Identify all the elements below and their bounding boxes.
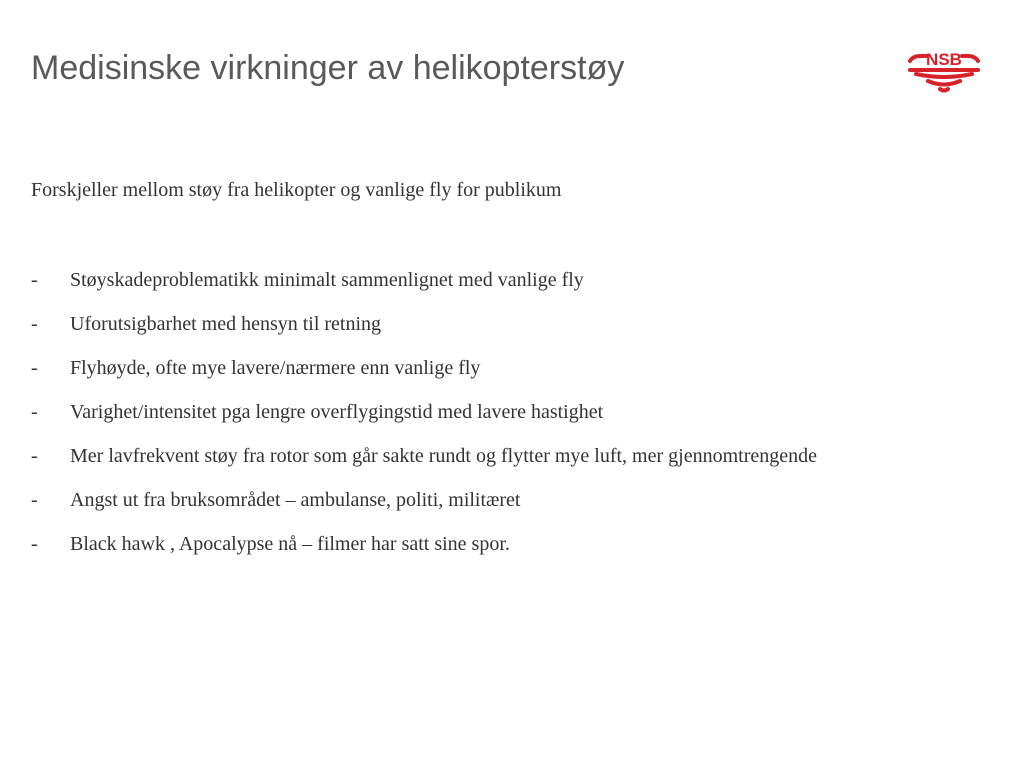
bullet-dash: - bbox=[31, 313, 38, 335]
bullet-dash: - bbox=[31, 401, 38, 423]
bullet-dash: - bbox=[31, 269, 38, 291]
bullet-text: Uforutsigbarhet med hensyn til retning bbox=[70, 313, 382, 335]
bullet-item bbox=[31, 442, 830, 470]
bullet-dash: - bbox=[31, 533, 38, 555]
bullet-dash: - bbox=[31, 445, 38, 467]
bullet-list bbox=[31, 266, 831, 558]
bullet-item bbox=[31, 530, 830, 558]
nsb-logo bbox=[908, 44, 980, 96]
bullet-dash: - bbox=[31, 357, 38, 379]
bullet-item bbox=[31, 266, 830, 294]
bullet-text: Varighet/intensitet pga lengre overflygingstid med lavere hastighet bbox=[70, 401, 604, 423]
bullet-item bbox=[31, 310, 830, 338]
bullet-item bbox=[31, 486, 830, 514]
bullet-text: Black hawk , Apocalypse nå – filmer har satt sine spor. bbox=[70, 533, 510, 555]
nsb-logo-icon bbox=[908, 44, 980, 96]
bullet-dash: - bbox=[31, 489, 38, 511]
bullet-text: Flyhøyde, ofte mye lavere/nærmere enn vanlige fly bbox=[70, 357, 481, 379]
slide-content bbox=[31, 176, 831, 574]
bullet-item bbox=[31, 398, 830, 426]
bullet-item bbox=[31, 354, 830, 382]
logo-text: NSB bbox=[926, 50, 962, 69]
bullet-text: Angst ut fra bruksområdet – ambulanse, politi, militæret bbox=[70, 489, 521, 511]
subtitle: Forskjeller mellom støy fra helikopter og vanlige fly for publikum bbox=[31, 179, 562, 201]
slide-title: Medisinske virkninger av helikopterstøy bbox=[31, 49, 625, 87]
bullet-text: Støyskadeproblematikk minimalt sammenlignet med vanlige fly bbox=[70, 269, 584, 291]
bullet-text: Mer lavfrekvent støy fra rotor som går sakte rundt og flytter mye luft, mer gjennomtrengende bbox=[70, 445, 817, 467]
